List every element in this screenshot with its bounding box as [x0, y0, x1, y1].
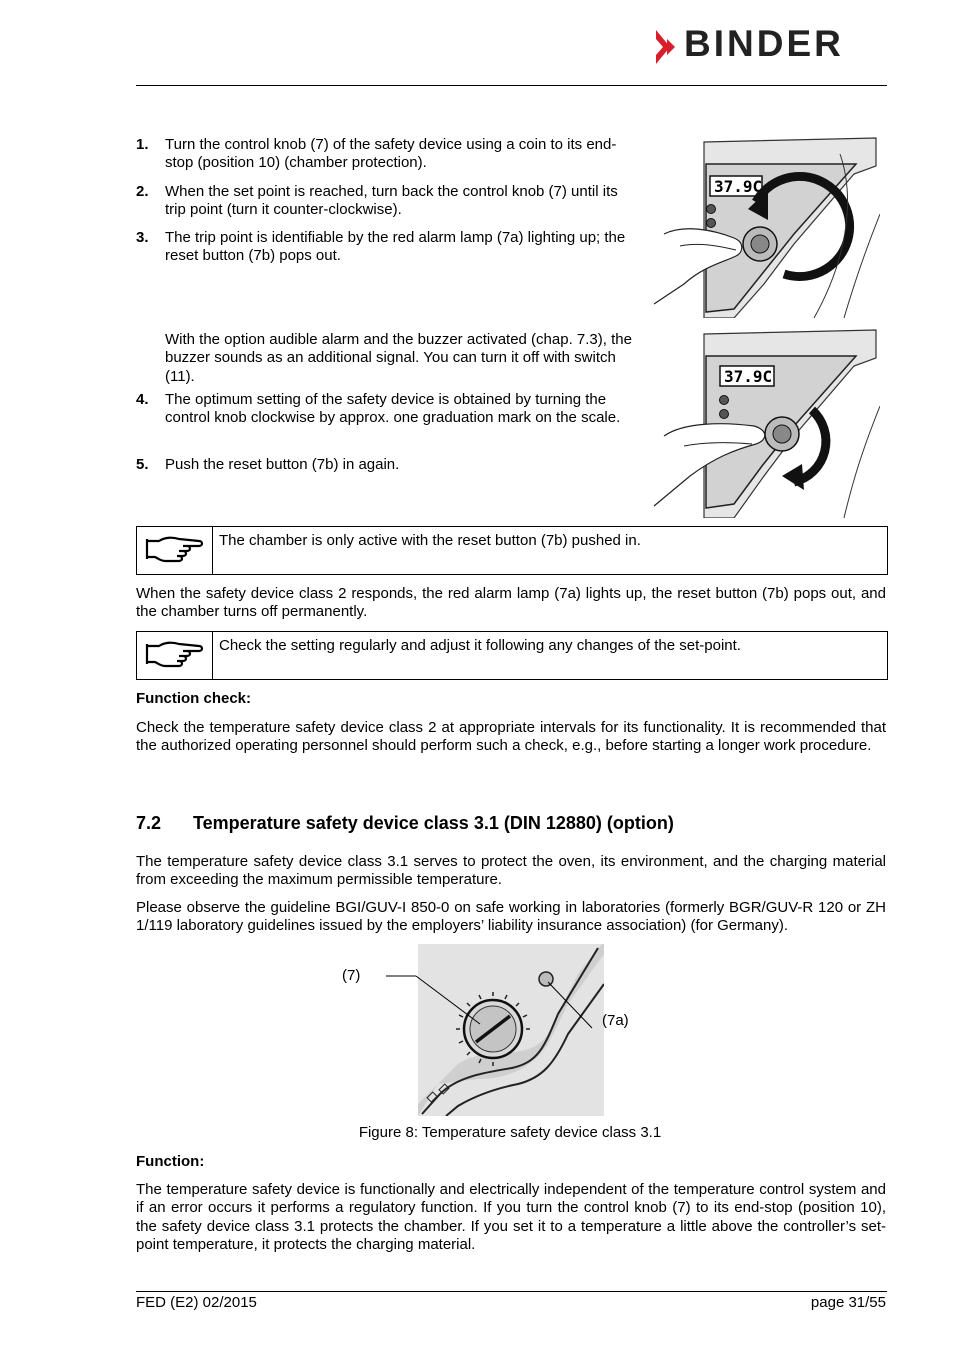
- step-number: 3.: [136, 229, 149, 246]
- paragraph-intro: The temperature safety device class 3.1 serves to protect the oven, its environment, and the charging material from exceeding the maximum permissible temperature.: [136, 853, 886, 889]
- brand-logo: [654, 23, 888, 66]
- header-rule: [136, 85, 887, 86]
- pointing-hand-icon-wrapper: [137, 527, 213, 574]
- footer-document-id: FED (E2) 02/2015: [136, 1294, 257, 1311]
- figure-caption: Figure 8: Temperature safety device class 3.1: [358, 1124, 662, 1141]
- note-box: [136, 631, 888, 680]
- note-text: Check the setting regularly and adjust it following any changes of the set-point.: [219, 637, 741, 654]
- paragraph-function-check: Check the temperature safety device class 2 at appropriate intervals for its functionality. It is recommended that the authorized operating personnel should perform such a check, e.g., before starting a longer work procedure.: [136, 719, 886, 755]
- figure-label-knob: (7): [342, 967, 361, 984]
- paragraph-guideline: Please observe the guideline BGI/GUV-I 850-0 on safe working in laboratories (formerly BGR/GUV-R 120 or ZH 1/119 laboratory guidelines issued by the employers’ liability insurance association) (for Germany).: [136, 899, 886, 935]
- step-number: 2.: [136, 183, 149, 200]
- brand-name: BINDER: [684, 23, 844, 64]
- display-readout-top: 37.9C: [714, 177, 763, 196]
- pointing-hand-icon: [143, 531, 205, 573]
- footer-rule: [136, 1291, 887, 1292]
- step-text: The trip point is identifiable by the red alarm lamp (7a) lighting up; the reset button (7b) pops out.: [165, 229, 626, 265]
- illustration-knob-clockwise: [644, 326, 880, 518]
- paragraph-function: The temperature safety device is functionally and electrically independent of the temperature control system and if an error occurs it performs a regulatory function. If you turn the control knob (7) to its end-stop (position 10), the safety device class 3.1 protects the chamber. If you set it to a temperature a little above the controller’s set-point temperature, it protects the charging material.: [136, 1181, 886, 1254]
- figure-label-lamp: (7a): [602, 1012, 629, 1029]
- step-text: The optimum setting of the safety device is obtained by turning the control knob clockwise by approx. one graduation mark on the scale.: [165, 391, 621, 427]
- note-box: [136, 526, 888, 575]
- display-readout-bottom: 37.9C: [724, 367, 773, 386]
- paragraph-responds: When the safety device class 2 responds, the red alarm lamp (7a) lights up, the reset button (7b) pops out, and the chamber turns off permanently.: [136, 585, 886, 621]
- step-number: 1.: [136, 136, 149, 153]
- function-check-title: Function check:: [136, 690, 252, 707]
- step-text: Turn the control knob (7) of the safety device using a coin to its end-stop (position 10) (chamber protection).: [165, 136, 617, 172]
- figure-leader-lines: [380, 966, 600, 1046]
- section-title: Temperature safety device class 3.1 (DIN 12880) (option): [193, 813, 674, 833]
- function-title: Function:: [136, 1153, 205, 1170]
- note-text: The chamber is only active with the reset button (7b) pushed in.: [219, 532, 641, 549]
- step-text: With the option audible alarm and the buzzer activated (chap. 7.3), the buzzer sounds as an additional signal. You can turn it off with switch (11).: [165, 331, 632, 385]
- footer-page-number: page 31/55: [810, 1294, 886, 1311]
- brand-arrow-icon: [654, 30, 680, 64]
- pointing-hand-icon-wrapper: [137, 632, 213, 679]
- section-number: 7.2: [136, 813, 162, 833]
- illustration-knob-counter-clockwise: [644, 134, 880, 318]
- step-number: 5.: [136, 456, 149, 473]
- step-number: 4.: [136, 391, 149, 408]
- pointing-hand-icon: [143, 636, 205, 678]
- step-text: When the set point is reached, turn back the control knob (7) until its trip point (turn it counter-clockwise).: [165, 183, 618, 219]
- step-text: Push the reset button (7b) in again.: [165, 456, 400, 473]
